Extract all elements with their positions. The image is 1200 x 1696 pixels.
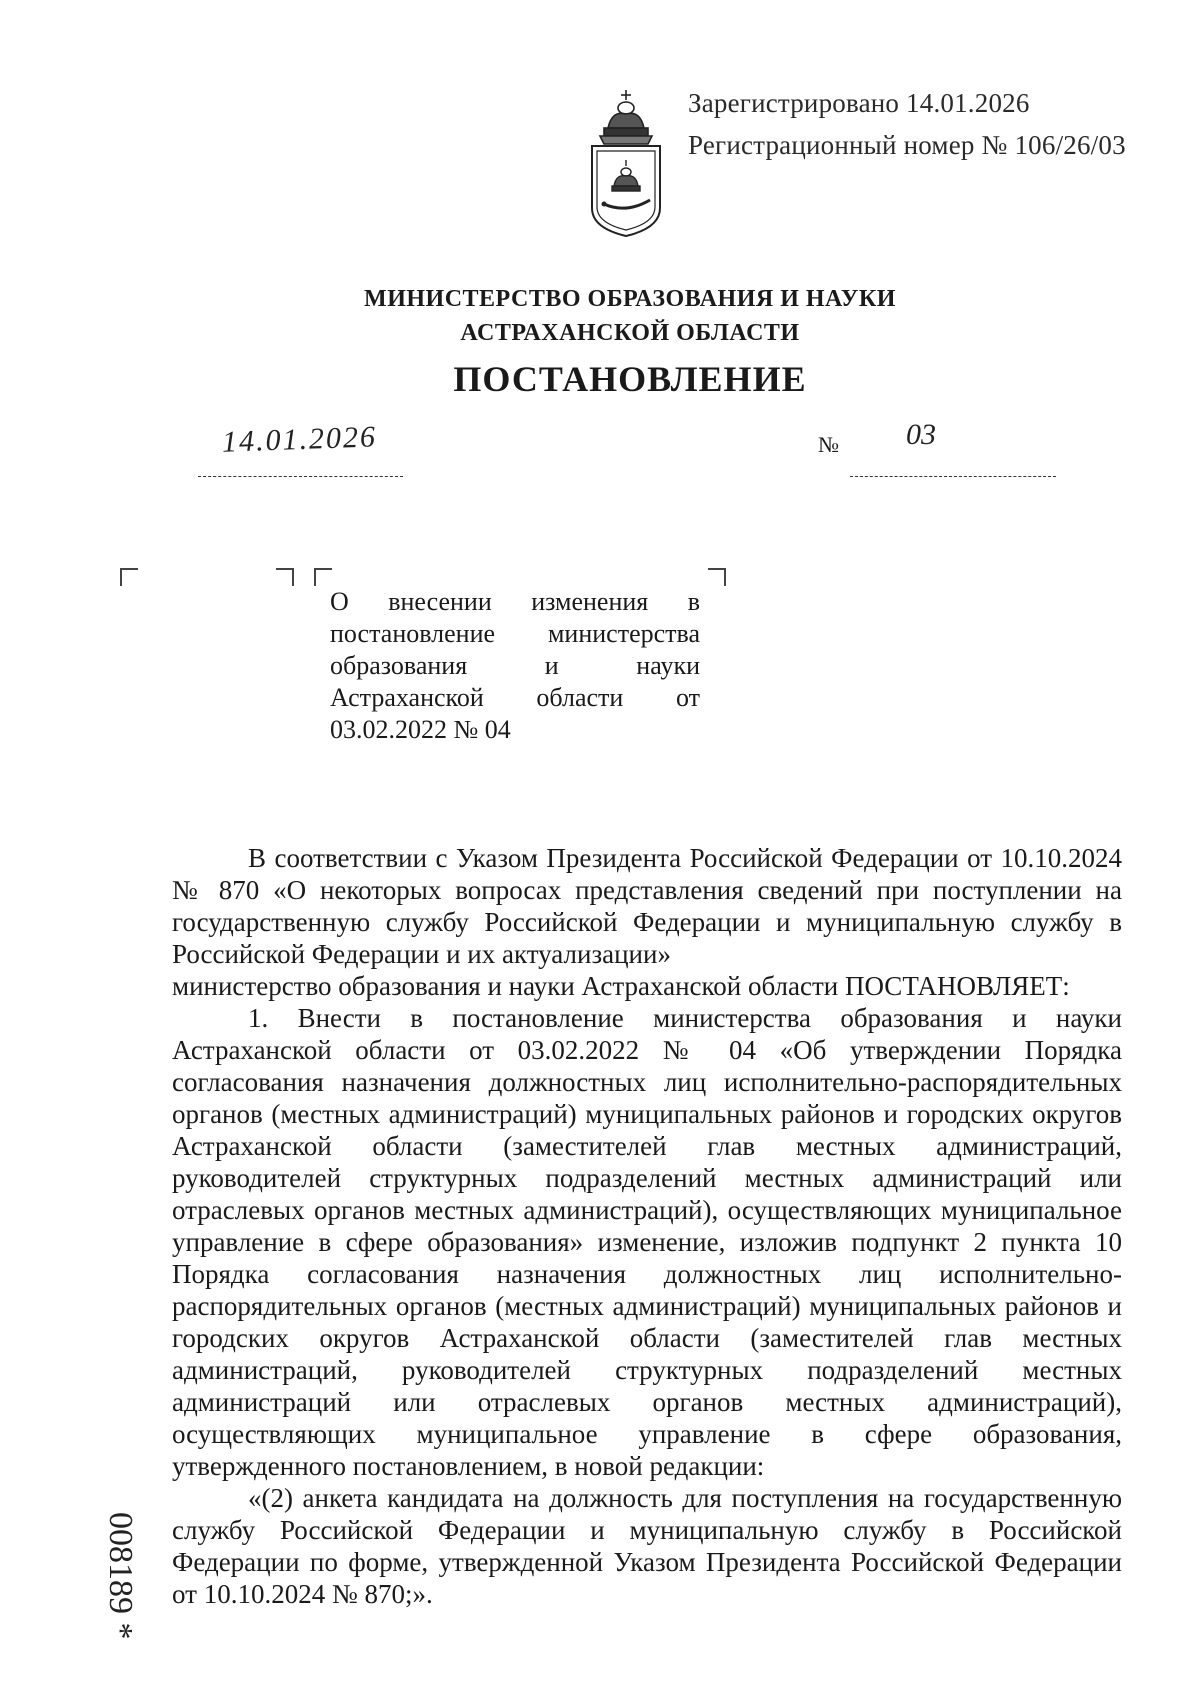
body-paragraph: В соответствии с Указом Президента Российской Федерации от 10.10.2024 № 870 «О некоторых вопросах представления сведений при поступлении на государственную службу Российской Федерации и муниципальную службу в Российской Федерации и их актуализации» xyxy=(172,843,1122,969)
registration-number: Регистрационный номер № 106/26/03 xyxy=(688,130,1126,160)
body-paragraph: министерство образования и науки Астраханской области ПОСТАНОВЛЯЕТ: xyxy=(172,971,1070,1001)
body-paragraph: 1. Внести в постановление министерства образования и науки Астраханской области от 03.02.2022 № 04 «Об утверждении Порядка согласования назначения должностных лиц исполнительно-распорядительных органов (местных администраций) муниципальных районов и городских округов Астраханской области (заместителей глав местных администраций, руководителей структурных подразделений местных администраций или отраслевых органов местных администраций), осуществляющих муниципальное управление в сфере образования» изменение, изложив подпункт 2 пункта 10 Порядка согласования назначения должностных лиц исполнительно-распорядительных органов (местных администраций) муниципальных районов и городских округов Астраханской области (заместителей глав местных администраций, руководителей структурных подразделений местных администраций или отраслевых органов местных администраций), осуществляющих муниципальное управление в сфере образования, утвержденного постановлением, в новой редакции: xyxy=(172,1003,1122,1481)
registration-stamp xyxy=(688,82,1126,166)
document-date: 14.01.2026 xyxy=(221,420,378,459)
bracket-corner xyxy=(314,568,332,586)
number-label: № xyxy=(818,432,839,457)
bracket-corner xyxy=(120,568,138,586)
document-type-title: ПОСТАНОВЛЕНИЕ xyxy=(453,359,807,399)
number-underline xyxy=(850,448,1056,477)
body-paragraph: «(2) анкета кандидата на должность для поступления на государственную службу Российской Федерации и муниципальную службу в Российской Федерации по форме, утвержденной Указом Президента Российской Федерации от 10.10.2024 № 870;». xyxy=(172,1483,1122,1609)
ministry-line-2: АСТРАХАНСКОЙ ОБЛАСТИ xyxy=(460,320,800,346)
coat-of-arms-icon xyxy=(586,88,666,238)
document-number: 03 xyxy=(906,418,936,451)
document-body xyxy=(172,842,1122,1610)
side-code-area xyxy=(103,1450,143,1660)
side-code: 008189 * xyxy=(102,1512,139,1640)
document-subject: О внесении изменения в постановление министерства образования и науки Астраханской области от 03.02.2022 № 04 xyxy=(330,587,700,744)
ministry-line-1: МИНИСТЕРСТВО ОБРАЗОВАНИЯ И НАУКИ xyxy=(364,286,896,312)
bracket-corner xyxy=(276,568,294,586)
registration-date: Зарегистрировано 14.01.2026 xyxy=(688,88,1030,118)
ministry-name xyxy=(0,282,1200,350)
bracket-corner xyxy=(708,568,726,586)
